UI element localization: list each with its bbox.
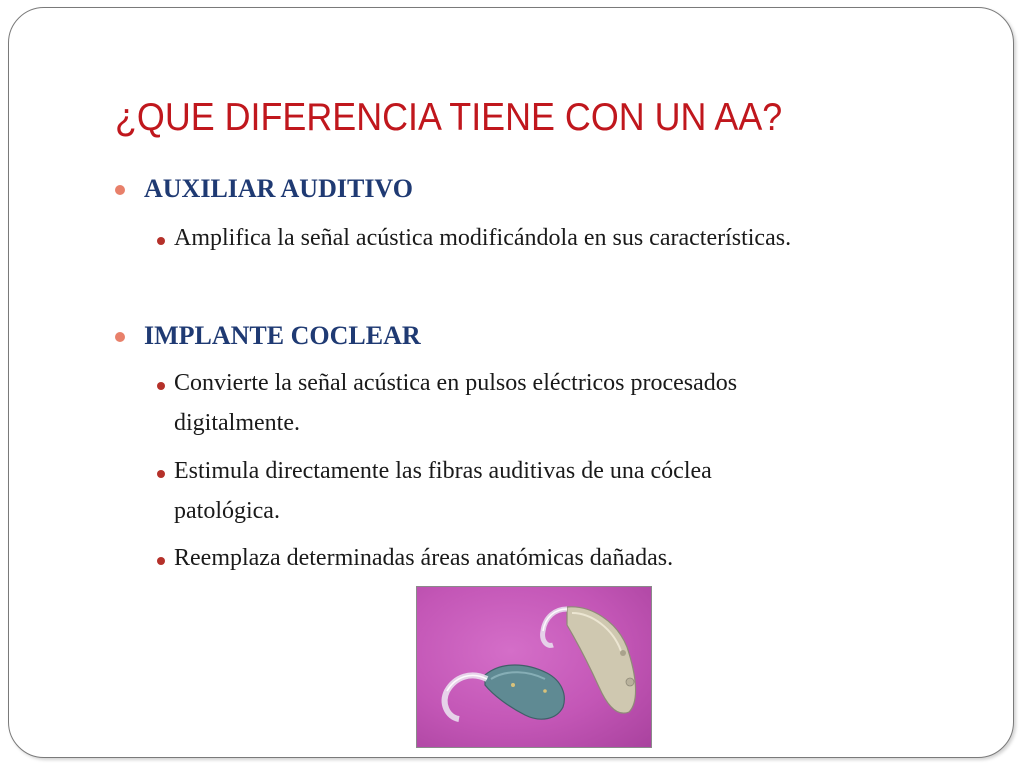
list-item-text: Reemplaza determinadas áreas anatómicas dañadas. <box>174 545 674 571</box>
list-item-text: Amplifica la señal acústica modificándola en sus características. <box>174 225 792 251</box>
list-item <box>174 545 673 572</box>
bullet-dot <box>157 237 165 245</box>
bullet-dot <box>115 185 125 195</box>
hearing-aids-photo <box>416 586 652 748</box>
list-item-text-line2: digitalmente. <box>174 410 300 436</box>
bullet-dot <box>157 470 165 478</box>
bullet-dot <box>157 557 165 565</box>
bullet-dot <box>115 332 125 342</box>
section-heading-text: AUXILIAR AUDITIVO <box>144 174 413 203</box>
list-item <box>174 458 712 485</box>
section-heading-implante <box>144 321 421 351</box>
list-item-text-line1: Convierte la señal acústica en pulsos eléctricos procesados <box>174 370 738 396</box>
list-item-continuation <box>174 498 280 525</box>
list-item-text-line2: patológica. <box>174 498 280 524</box>
list-item-continuation <box>174 410 300 437</box>
section-heading-auxiliar <box>144 174 413 204</box>
section-heading-text: IMPLANTE COCLEAR <box>144 321 421 350</box>
list-item-text-line1: Estimula directamente las fibras auditivas de una cóclea <box>174 458 712 484</box>
hearing-aids-icon <box>417 587 651 747</box>
list-item <box>174 370 737 397</box>
bullet-dot <box>157 382 165 390</box>
list-item <box>174 225 791 252</box>
slide-title: ¿QUE DIFERENCIA TIENE CON UN AA? <box>115 96 783 139</box>
